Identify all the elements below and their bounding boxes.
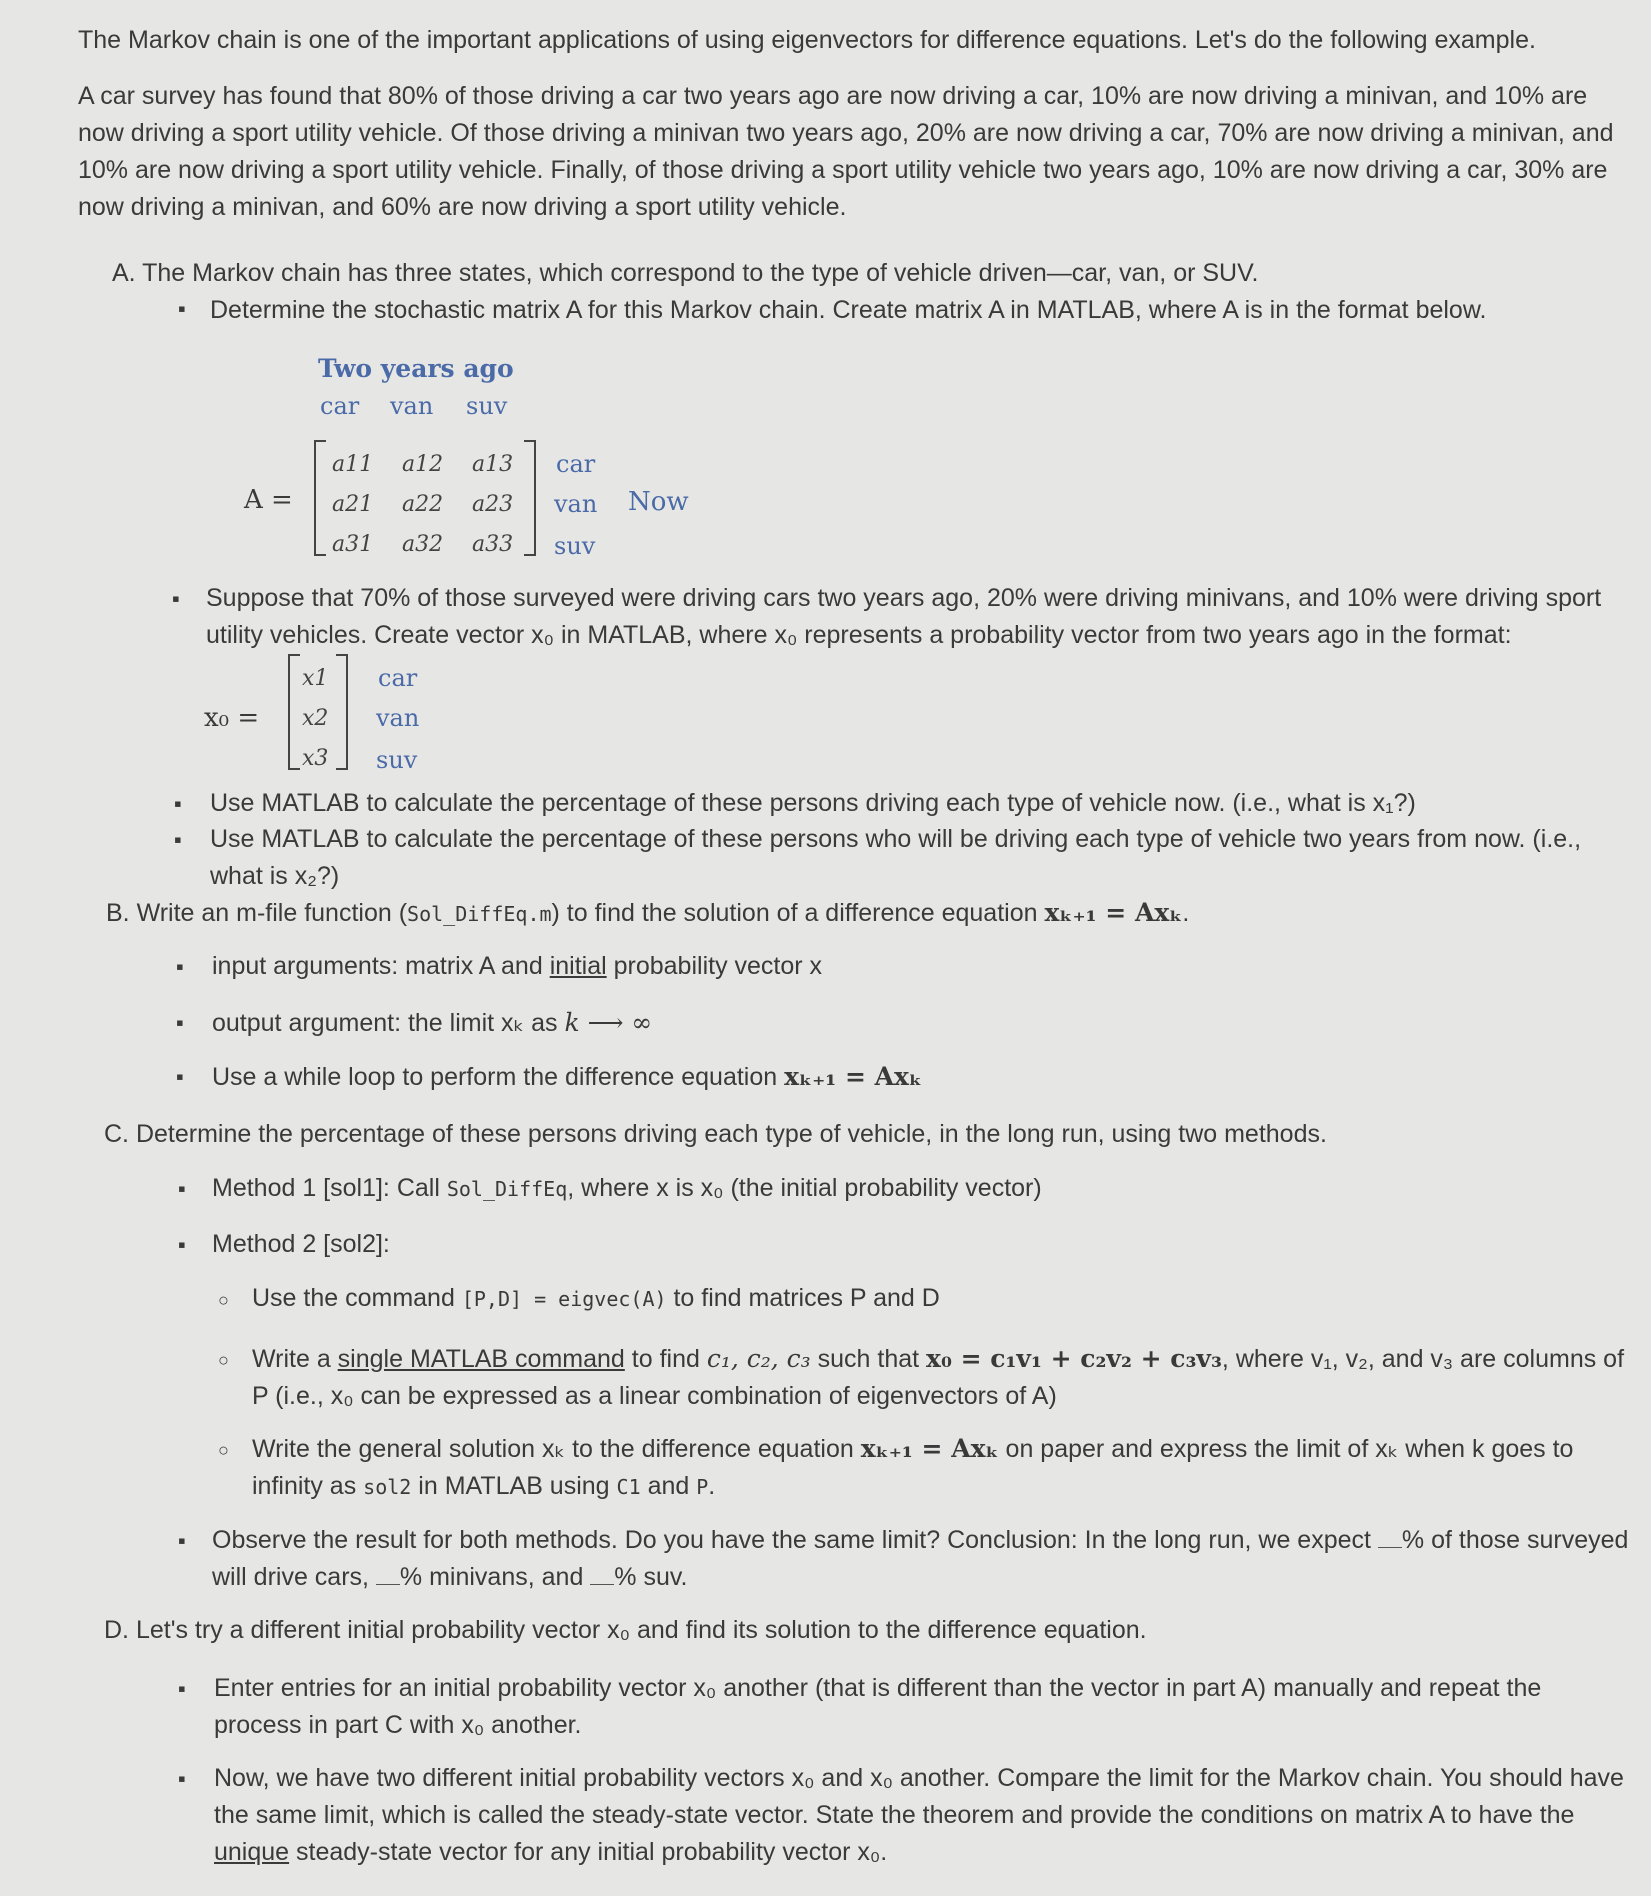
bullet-icon: ▪	[178, 1232, 186, 1257]
row-suv-label: suv	[554, 532, 596, 560]
vector-car-label: car	[378, 664, 418, 692]
method-2: Method 2 [sol2]:	[212, 1230, 390, 1258]
blank-suv-percent	[590, 1564, 614, 1585]
bullet-icon: ▪	[178, 296, 186, 321]
bullet-icon: ▪	[174, 827, 182, 852]
bullet-icon: ▪	[178, 1766, 186, 1791]
part-a-bullet-3: Use MATLAB to calculate the percentage of these persons driving each type of vehicle now. (i.e., what is x₁?)	[210, 789, 1416, 817]
vector-left-bracket	[288, 654, 300, 770]
two-years-ago-label: Two years ago	[318, 354, 514, 383]
bullet-icon: ▪	[176, 1064, 184, 1089]
part-c-heading: C. Determine the percentage of these persons driving each type of vehicle, in the long run, using two methods.	[104, 1120, 1327, 1148]
matrix-left-bracket	[314, 440, 326, 556]
now-label: Now	[628, 487, 689, 517]
survey-paragraph: A car survey has found that 80% of those driving a car two years ago are now driving a car, 10% are now driving a minivan, and 10% are now driving a sport utility vehicle. Of those driving a minivan two years ago, 20% are now driving a car, 70% are now driving a minivan, and 10% are now driving a sport utility vehicle. Finally, of those driving a sport utility vehicle two years ago, 10% are now driving a car, 30% are now driving a minivan, and 60% are now driving a sport utility vehicle.	[78, 82, 1614, 221]
method-2-step-3: Write the general solution xₖ to the difference equation xₖ₊₁ = Axₖ on paper and express the limit of xₖ when k goes to infinity as sol2 in MATLAB using C1 and P.	[252, 1434, 1574, 1500]
bullet-icon: ▪	[178, 1676, 186, 1701]
blank-car-percent	[1378, 1527, 1402, 1548]
part-a-bullet-2: Suppose that 70% of those surveyed were driving cars two years ago, 20% were driving minivans, and 10% were driving sport utility vehicles. Create vector x₀ in MATLAB, where x₀ represents a probability vector from two years ago in the format:	[206, 584, 1602, 649]
col-van-label: van	[390, 392, 434, 420]
bullet-icon: ▪	[178, 1176, 186, 1201]
entry-x3: x3	[302, 746, 329, 771]
part-b-heading: B. Write an m-file function (Sol_DiffEq.m) to find the solution of a difference equation xₖ₊₁ = Axₖ.	[106, 898, 1190, 927]
method-1: Method 1 [sol1]: Call Sol_DiffEq, where x is x₀ (the initial probability vector)	[212, 1174, 1042, 1202]
matrix-right-bracket	[524, 440, 536, 556]
col-car-label: car	[320, 392, 360, 420]
part-a-heading: A. The Markov chain has three states, which correspond to the type of vehicle driven—car, van, or SUV.	[112, 259, 1259, 287]
vector-van-label: van	[376, 704, 420, 732]
entry-a33: a33	[472, 532, 514, 557]
vector-suv-label: suv	[376, 746, 418, 774]
part-d-heading: D. Let's try a different initial probability vector x₀ and find its solution to the difference equation.	[104, 1616, 1147, 1644]
entry-a22: a22	[402, 492, 444, 517]
matrix-a-lhs: A =	[244, 485, 293, 515]
entry-a11: a11	[332, 452, 374, 477]
part-b-bullet-3: Use a while loop to perform the difference equation xₖ₊₁ = Axₖ	[212, 1062, 922, 1091]
part-b-bullet-2: output argument: the limit xₖ as k ⟶ ∞	[212, 1008, 653, 1037]
entry-a32: a32	[402, 532, 444, 557]
col-suv-label: suv	[466, 392, 508, 420]
part-d-bullet-2: Now, we have two different initial probability vectors x₀ and x₀ another. Compare the limit for the Markov chain. You should have the same limit, which is called the steady-state vector. State the theorem and provide the conditions on matrix A to have the unique steady-state vector for any initial probability vector x₀.	[214, 1764, 1624, 1866]
bullet-icon: ▪	[176, 1010, 184, 1035]
part-a-bullet-1: Determine the stochastic matrix A for this Markov chain. Create matrix A in MATLAB, where A is in the format below.	[210, 296, 1487, 324]
entry-a31: a31	[332, 532, 374, 557]
vector-right-bracket	[336, 654, 348, 770]
sub-bullet-icon: ○	[218, 1350, 229, 1370]
entry-a23: a23	[472, 492, 514, 517]
bullet-icon: ▪	[174, 791, 182, 816]
part-b-bullet-1: input arguments: matrix A and initial probability vector x	[212, 952, 823, 980]
bullet-icon: ▪	[176, 954, 184, 979]
vector-x0-lhs: x₀ =	[204, 703, 260, 733]
bullet-icon: ▪	[178, 1528, 186, 1553]
part-d-bullet-1: Enter entries for an initial probability vector x₀ another (that is different than the vector in part A) manually and repeat the process in part C with x₀ another.	[214, 1674, 1542, 1739]
entry-a13: a13	[472, 452, 514, 477]
sub-bullet-icon: ○	[218, 1290, 229, 1310]
blank-van-percent	[376, 1564, 400, 1585]
row-van-label: van	[554, 490, 598, 518]
observation-conclusion: Observe the result for both methods. Do you have the same limit? Conclusion: In the long run, we expect % of those surveyed will drive cars, % minivans, and % suv.	[212, 1526, 1629, 1591]
intro-text: The Markov chain is one of the important applications of using eigenvectors for difference equations. Let's do the following example.	[78, 26, 1536, 54]
entry-x2: x2	[302, 706, 329, 731]
sub-bullet-icon: ○	[218, 1440, 229, 1460]
part-a-bullet-4: Use MATLAB to calculate the percentage of these persons who will be driving each type of vehicle two years from now. (i.e., what is x₂?)	[210, 825, 1582, 890]
entry-x1: x1	[302, 666, 329, 691]
entry-a21: a21	[332, 492, 374, 517]
method-2-step-1: Use the command [P,D] = eigvec(A) to find matrices P and D	[252, 1284, 940, 1312]
method-2-step-2: Write a single MATLAB command to find c₁, c₂, c₃ such that x₀ = c₁v₁ + c₂v₂ + c₃v₃, where v₁, v₂, and v₃ are columns of P (i.e., x₀ can be expressed as a linear combination of eigenvectors of A)	[252, 1344, 1625, 1410]
entry-a12: a12	[402, 452, 444, 477]
row-car-label: car	[556, 450, 596, 478]
bullet-icon: ▪	[172, 586, 180, 611]
